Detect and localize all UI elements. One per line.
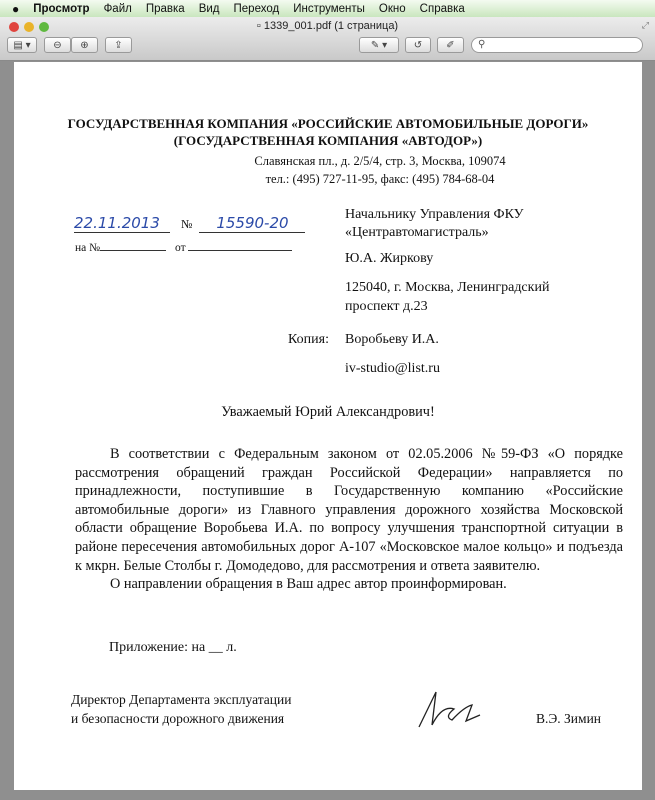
zoom-in-button[interactable]: ⊕ bbox=[71, 37, 98, 53]
menu-window[interactable]: Окно bbox=[378, 2, 406, 15]
menu-go[interactable]: Переход bbox=[233, 2, 280, 15]
from-label: от bbox=[174, 242, 186, 254]
rotate-button[interactable]: ↺ bbox=[405, 37, 431, 53]
edit-toolbar-button[interactable]: ✐ bbox=[437, 37, 464, 53]
org-name: ГОСУДАРСТВЕННАЯ КОМПАНИЯ «РОССИЙСКИЕ АВТОМОБИЛЬНЫЕ ДОРОГИ» bbox=[67, 116, 589, 131]
fullscreen-icon[interactable]: ⤢ bbox=[641, 20, 649, 30]
recipient-name: Ю.А. Жиркову bbox=[345, 251, 434, 266]
signer-name: В.Э. Зимин bbox=[536, 711, 602, 726]
recipient-position: Начальнику Управления ФКУ bbox=[345, 207, 524, 222]
sidebar-view-button[interactable]: ▤ ▾ bbox=[7, 37, 37, 53]
number-label: № bbox=[181, 217, 193, 231]
window-title: 1339_001.pdf (1 страница) bbox=[263, 20, 399, 32]
menu-app[interactable]: Просмотр bbox=[33, 2, 90, 15]
attachment-note: Приложение: на __ л. bbox=[109, 640, 237, 655]
signer-title-1: Директор Департамента эксплуатации bbox=[71, 692, 292, 707]
copy-label: Копия: bbox=[288, 332, 329, 347]
recipient-address-1: 125040, г. Москва, Ленинградский bbox=[345, 280, 550, 295]
letter-date: 22.11.2013 bbox=[74, 214, 170, 233]
body-paragraph: В соответствии с Федеральным законом от 02.05.2006 №59-ФЗ «О порядке рассмотрения обращений граждан Российской Федерации» направляется по принадлежности, поступившие в Государственную компанию «Российские автомобильные дороги» из Главного управления дорожного хозяйства Московской области обращение Воробьева И.А. по вопросу улучшения транспортной ситуации в районе пересечения автомобильных дорог А-107 «Московское малое кольцо» и подъезда к мкрн. Белые Столбы г. Домодедово, для рассмотрения и ответа заявителю. bbox=[75, 446, 623, 574]
letter-number: 15590-20 bbox=[199, 214, 305, 233]
share-button[interactable]: ⇪ bbox=[105, 37, 132, 53]
window-titlebar bbox=[0, 17, 655, 61]
recipient-org: «Центравтомагистраль» bbox=[345, 225, 489, 240]
apple-icon[interactable]: ● bbox=[12, 1, 20, 16]
org-phones: тел.: (495) 727-11-95, факс: (495) 784-68-04 bbox=[265, 172, 495, 186]
annotate-button[interactable]: ✎ ▾ bbox=[359, 37, 399, 53]
recipient-address-2: проспект д.23 bbox=[345, 299, 428, 314]
menu-bar bbox=[0, 0, 655, 17]
copy-email: iv-studio@list.ru bbox=[345, 361, 440, 376]
search-input[interactable] bbox=[471, 37, 643, 53]
ref-label: на № bbox=[75, 242, 101, 254]
menu-view[interactable]: Вид bbox=[198, 2, 220, 15]
copy-name: Воробьеву И.А. bbox=[345, 332, 439, 347]
pdf-file-icon: ▫ bbox=[256, 20, 264, 32]
body-paragraph-2: О направлении обращения в Ваш адрес автор проинформирован. bbox=[110, 576, 507, 593]
signature-image bbox=[414, 687, 484, 732]
zoom-out-button[interactable]: ⊖ bbox=[44, 37, 71, 53]
greeting: Уважаемый Юрий Александрович! bbox=[221, 404, 435, 420]
search-icon: ⚲ bbox=[478, 39, 486, 50]
pdf-page bbox=[14, 62, 642, 790]
menu-file[interactable]: Файл bbox=[103, 2, 132, 15]
org-address: Славянская пл., д. 2/5/4, стр. 3, Москва, 109074 bbox=[254, 154, 506, 168]
menu-edit[interactable]: Правка bbox=[145, 2, 185, 15]
org-short-name: (ГОСУДАРСТВЕННАЯ КОМПАНИЯ «АВТОДОР») bbox=[173, 133, 483, 148]
signer-title-2: и безопасности дорожного движения bbox=[71, 711, 285, 726]
menu-tools[interactable]: Инструменты bbox=[293, 2, 365, 15]
menu-help[interactable]: Справка bbox=[419, 2, 465, 15]
